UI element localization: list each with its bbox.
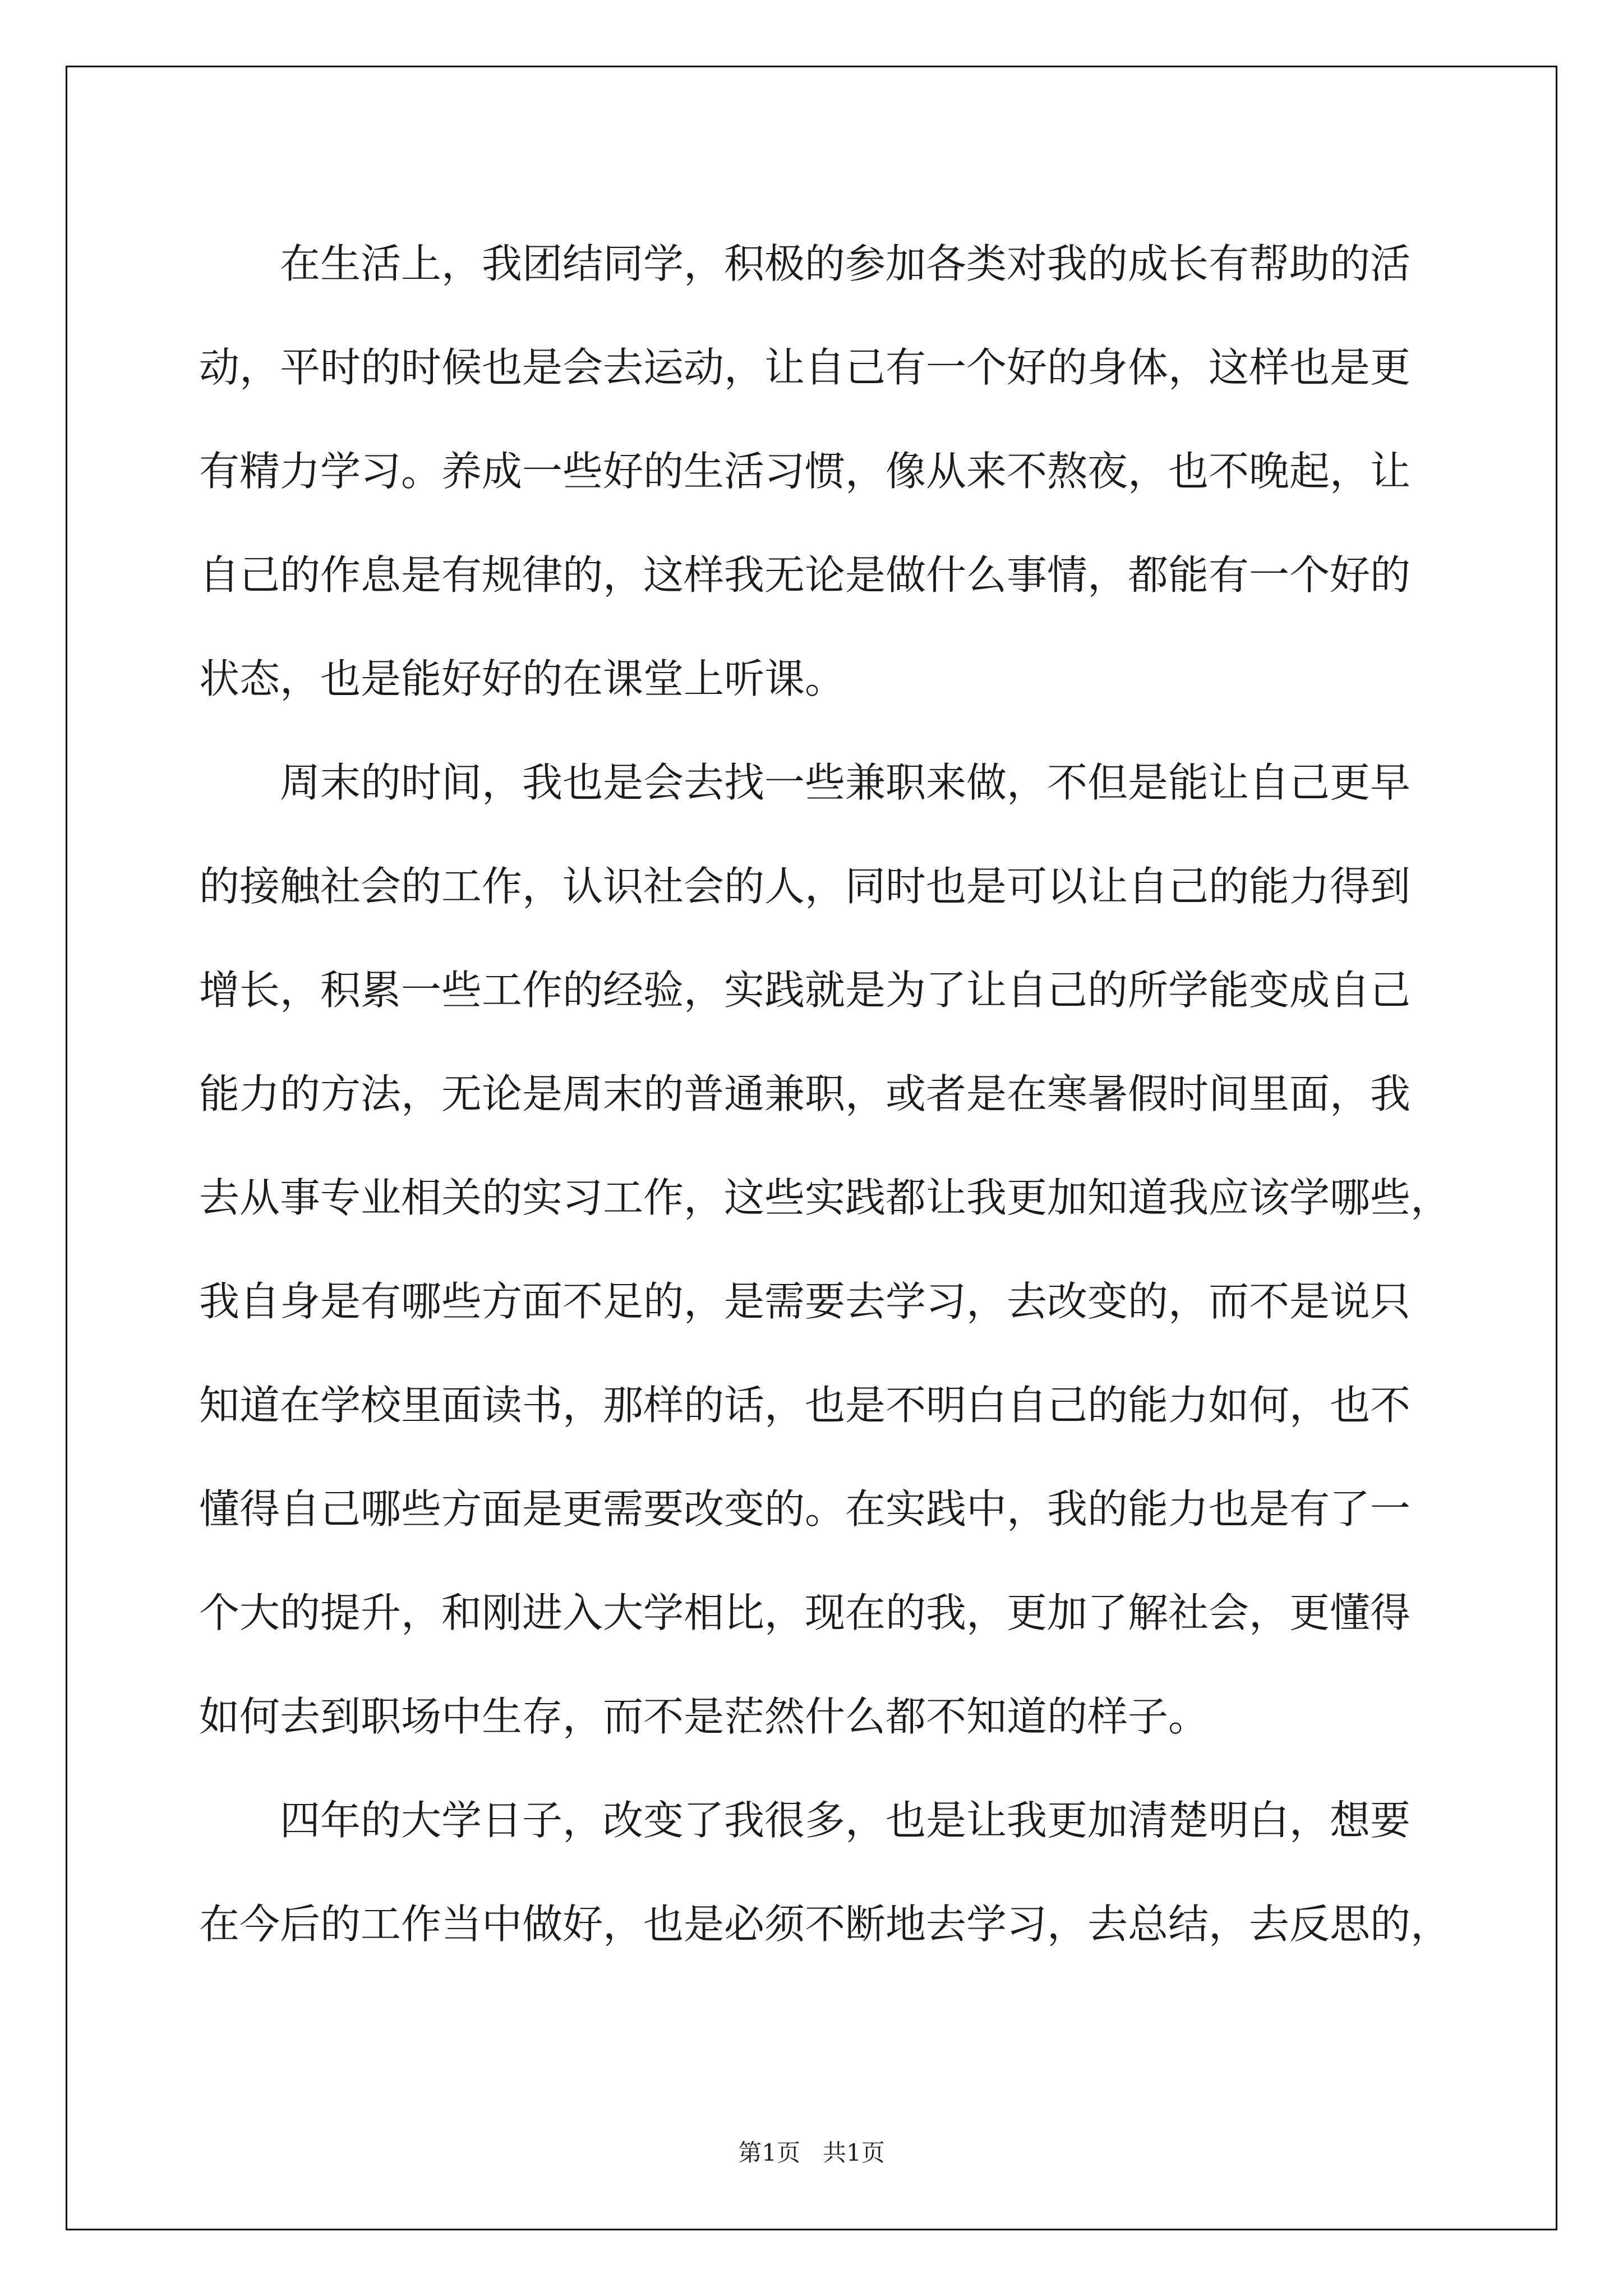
text-line: 动，平时的时候也是会去运动，让自己有一个好的身体，这样也是更 [199,344,1411,391]
text-line: 个大的提升，和刚进入大学相比，现在的我，更加了解社会，更懂得 [199,1589,1411,1636]
text-line: 自己的作息是有规律的，这样我无论是做什么事情，都能有一个好的 [199,551,1411,599]
text-line: 增长，积累一些工作的经验，实践就是为了让自己的所学能变成自己 [199,967,1411,1014]
text-line: 在生活上，我团结同学，积极的参加各类对我的成长有帮助的活 [199,240,1411,287]
text-line: 周末的时间，我也是会去找一些兼职来做，不但是能让自己更早 [199,759,1411,806]
text-line: 的接触社会的工作，认识社会的人，同时也是可以让自己的能力得到 [199,863,1411,910]
text-line: 我自身是有哪些方面不足的，是需要去学习，去改变的，而不是说只 [199,1278,1411,1325]
text-line: 状态，也是能好好的在课堂上听课。 [199,655,846,702]
document-body [199,212,1451,1976]
text-line: 如何去到职场中生存，而不是茫然什么都不知道的样子。 [199,1693,1209,1740]
text-line: 知道在学校里面读书，那样的话，也是不明白自己的能力如何，也不 [199,1382,1411,1429]
page-footer [0,2134,1623,2168]
paragraph-2 [199,731,1451,1769]
paragraph-1 [199,212,1433,731]
text-line: 去从事专业相关的实习工作，这些实践都让我更加知道我应该学哪些， [199,1174,1451,1221]
text-line: 能力的方法，无论是周末的普通兼职，或者是在寒暑假时间里面，我 [199,1070,1411,1117]
page-total: 共1页 [823,2139,885,2166]
text-line: 在今后的工作当中做好，也是必须不断地去学习，去总结，去反思的， [199,1901,1451,1948]
text-line: 懂得自己哪些方面是更需要改变的。在实践中，我的能力也是有了一 [199,1485,1411,1533]
text-line: 四年的大学日子，改变了我很多，也是让我更加清楚明白，想要 [199,1797,1411,1844]
page-number: 第1页 [738,2139,800,2166]
footer-spacer [800,2139,823,2166]
paragraph-3 [199,1769,1451,1976]
text-line: 有精力学习。养成一些好的生活习惯，像从来不熬夜，也不晚起，让 [199,448,1411,495]
